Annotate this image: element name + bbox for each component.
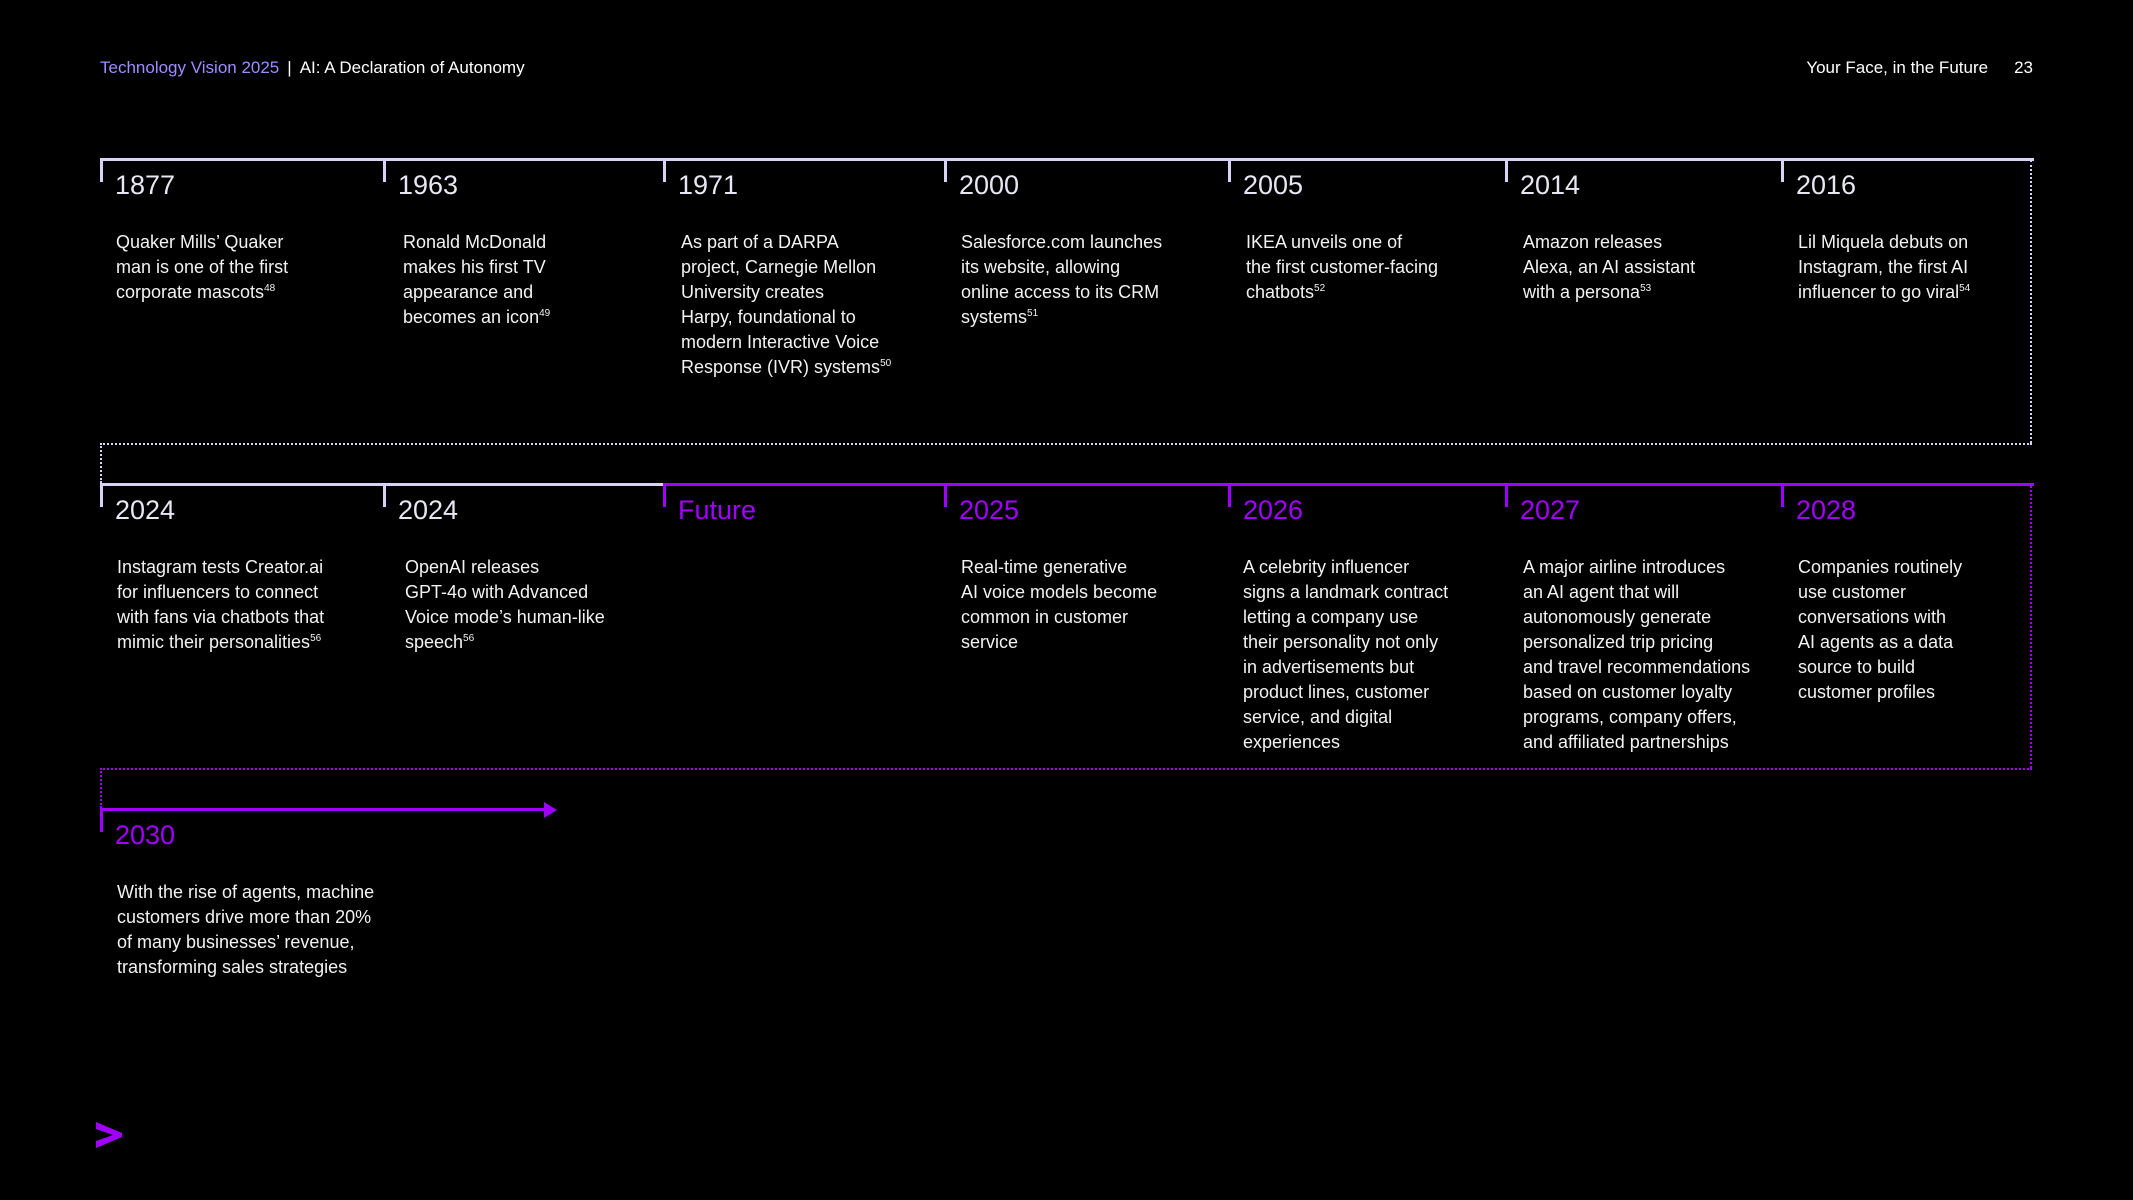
footnote-ref: 56: [310, 633, 322, 644]
description-line: influencer to go viral: [1798, 282, 1960, 302]
timeline-tick: [944, 158, 947, 182]
row-connector: [100, 768, 2032, 770]
header-left: [100, 58, 525, 78]
description-line: for influencers to connect: [117, 582, 319, 602]
footnote-ref: 49: [539, 308, 551, 319]
past-event-description: [1798, 230, 2030, 305]
description-line: AI agents as a data: [1798, 632, 1954, 652]
timeline-tick: [1781, 158, 1784, 182]
arrow-right-icon: [544, 802, 557, 818]
report-subtitle: AI: A Declaration of Autonomy: [299, 58, 525, 77]
description-line: University creates: [681, 282, 825, 302]
description-line: project, Carnegie Mellon: [681, 257, 877, 277]
footnote-ref: 48: [264, 283, 276, 294]
description-line: chatbots: [1246, 282, 1315, 302]
description-line: appearance and: [403, 282, 534, 302]
timeline-tick: [100, 808, 103, 832]
description-line: and travel recommendations: [1523, 657, 1751, 677]
description-line: letting a company use: [1243, 607, 1419, 627]
future-year-label: 2027: [1520, 495, 1581, 525]
description-line: an AI agent that will: [1523, 582, 1680, 602]
description-line: and affiliated partnerships: [1523, 732, 1729, 752]
description-line: With the rise of agents, machine: [117, 882, 375, 902]
description-line: customer profiles: [1798, 682, 1936, 702]
timeline-tick: [1505, 158, 1508, 182]
description-line: with a persona: [1523, 282, 1641, 302]
footnote-ref: 53: [1640, 283, 1652, 294]
description-line: GPT-4o with Advanced: [405, 582, 589, 602]
description-line: A major airline introduces: [1523, 557, 1726, 577]
section-title: Your Face, in the Future: [1806, 58, 1989, 77]
footnote-ref: 51: [1027, 308, 1039, 319]
timeline-tick: [663, 483, 666, 507]
description-line: Alexa, an AI assistant: [1523, 257, 1696, 277]
header-separator: |: [287, 58, 292, 77]
description-line: Voice mode’s human-like: [405, 607, 605, 627]
description-line: common in customer: [961, 607, 1129, 627]
description-line: autonomously generate: [1523, 607, 1712, 627]
past-year-label: 1963: [398, 170, 459, 200]
past-event-description: [403, 230, 635, 330]
description-line: Instagram, the first AI: [1798, 257, 1969, 277]
row-connector: [2030, 486, 2032, 768]
future-event-description: [1523, 555, 1755, 755]
description-line: Real-time generative: [961, 557, 1128, 577]
description-line: use customer: [1798, 582, 1907, 602]
future-year-label: 2024: [115, 495, 176, 525]
future-year-label: Future: [678, 495, 757, 525]
description-line: signs a landmark contract: [1243, 582, 1449, 602]
footnote-ref: 50: [880, 358, 892, 369]
timeline-tick: [1228, 158, 1231, 182]
description-line: in advertisements but: [1243, 657, 1415, 677]
description-line: Lil Miquela debuts on: [1798, 232, 1969, 252]
timeline-row-past: [100, 158, 2034, 448]
description-line: Quaker Mills’ Quaker: [116, 232, 284, 252]
description-line: modern Interactive Voice: [681, 332, 880, 352]
description-line: its website, allowing: [961, 257, 1121, 277]
past-year-label: 2014: [1520, 170, 1581, 200]
future-event-description: [961, 555, 1193, 655]
description-line: programs, company offers,: [1523, 707, 1737, 727]
timeline-arrow-line: [100, 808, 552, 811]
description-line: based on customer loyalty: [1523, 682, 1733, 702]
description-line: Instagram tests Creator.ai: [117, 557, 324, 577]
description-line: experiences: [1243, 732, 1341, 752]
timeline-tick: [1781, 483, 1784, 507]
description-line: IKEA unveils one of: [1246, 232, 1403, 252]
description-line: OpenAI releases: [405, 557, 540, 577]
future-event-description: [1798, 555, 2030, 705]
description-line: their personality not only: [1243, 632, 1439, 652]
past-year-label: 1877: [115, 170, 176, 200]
accenture-greater-than-icon: [94, 1120, 124, 1150]
year-label-2030: 2030: [115, 820, 176, 850]
description-line: with fans via chatbots that: [117, 607, 325, 627]
future-event-description: [117, 555, 349, 655]
description-line: As part of a DARPA: [681, 232, 839, 252]
description-line: Amazon releases: [1523, 232, 1663, 252]
event-description-2030: [117, 880, 437, 980]
page-number: 23: [2014, 58, 2033, 77]
description-line: personalized trip pricing: [1523, 632, 1714, 652]
timeline-line-past: [100, 483, 663, 486]
timeline-tick: [383, 158, 386, 182]
timeline-tick: [1228, 483, 1231, 507]
description-line: speech: [405, 632, 464, 652]
description-line: conversations with: [1798, 607, 1947, 627]
future-year-label: 2025: [959, 495, 1020, 525]
description-line: customers drive more than 20%: [117, 907, 372, 927]
timeline-tick: [100, 483, 103, 507]
timeline-line-future: [663, 483, 2034, 486]
timeline-tick: [944, 483, 947, 507]
past-event-description: [1246, 230, 1478, 305]
description-line: product lines, customer: [1243, 682, 1430, 702]
row-connector: [100, 768, 102, 808]
description-line: becomes an icon: [403, 307, 540, 327]
description-line: Salesforce.com launches: [961, 232, 1163, 252]
footnote-ref: 56: [463, 633, 475, 644]
timeline-tick: [383, 483, 386, 507]
future-year-label: 2026: [1243, 495, 1304, 525]
description-line: makes his first TV: [403, 257, 546, 277]
description-line: Harpy, foundational to: [681, 307, 856, 327]
footnote-ref: 54: [1959, 283, 1971, 294]
past-year-label: 2005: [1243, 170, 1304, 200]
description-line: online access to its CRM: [961, 282, 1160, 302]
description-line: of many businesses’ revenue,: [117, 932, 355, 952]
description-line: transforming sales strategies: [117, 957, 348, 977]
description-line: mimic their personalities: [117, 632, 311, 652]
brand-title: Technology Vision 2025: [100, 58, 280, 77]
description-line: man is one of the first: [116, 257, 289, 277]
row-connector: [2030, 160, 2032, 443]
future-event-description: [1243, 555, 1475, 755]
past-event-description: [116, 230, 348, 305]
past-year-label: 2000: [959, 170, 1020, 200]
description-line: source to build: [1798, 657, 1916, 677]
description-line: corporate mascots: [116, 282, 265, 302]
timeline-line: [100, 158, 2034, 161]
description-line: A celebrity influencer: [1243, 557, 1410, 577]
past-event-description: [961, 230, 1193, 330]
description-line: Ronald McDonald: [403, 232, 547, 252]
timeline-tick: [100, 158, 103, 182]
footnote-ref: 52: [1314, 283, 1326, 294]
description-line: service, and digital: [1243, 707, 1393, 727]
description-line: AI voice models become: [961, 582, 1158, 602]
row-connector: [100, 443, 102, 483]
timeline-tick: [1505, 483, 1508, 507]
description-line: the first customer-facing: [1246, 257, 1439, 277]
past-event-description: [681, 230, 913, 380]
description-line: service: [961, 632, 1019, 652]
future-year-label: 2024: [398, 495, 459, 525]
past-year-label: 1971: [678, 170, 739, 200]
description-line: Response (IVR) systems: [681, 357, 881, 377]
future-year-label: 2028: [1796, 495, 1857, 525]
past-event-description: [1523, 230, 1755, 305]
header-right: [1806, 58, 2033, 78]
timeline-row-future: [100, 483, 2034, 773]
past-year-label: 2016: [1796, 170, 1857, 200]
timeline-tick: [663, 158, 666, 182]
description-line: systems: [961, 307, 1028, 327]
future-event-description: [405, 555, 637, 655]
row-connector: [100, 443, 2032, 445]
description-line: Companies routinely: [1798, 557, 1963, 577]
